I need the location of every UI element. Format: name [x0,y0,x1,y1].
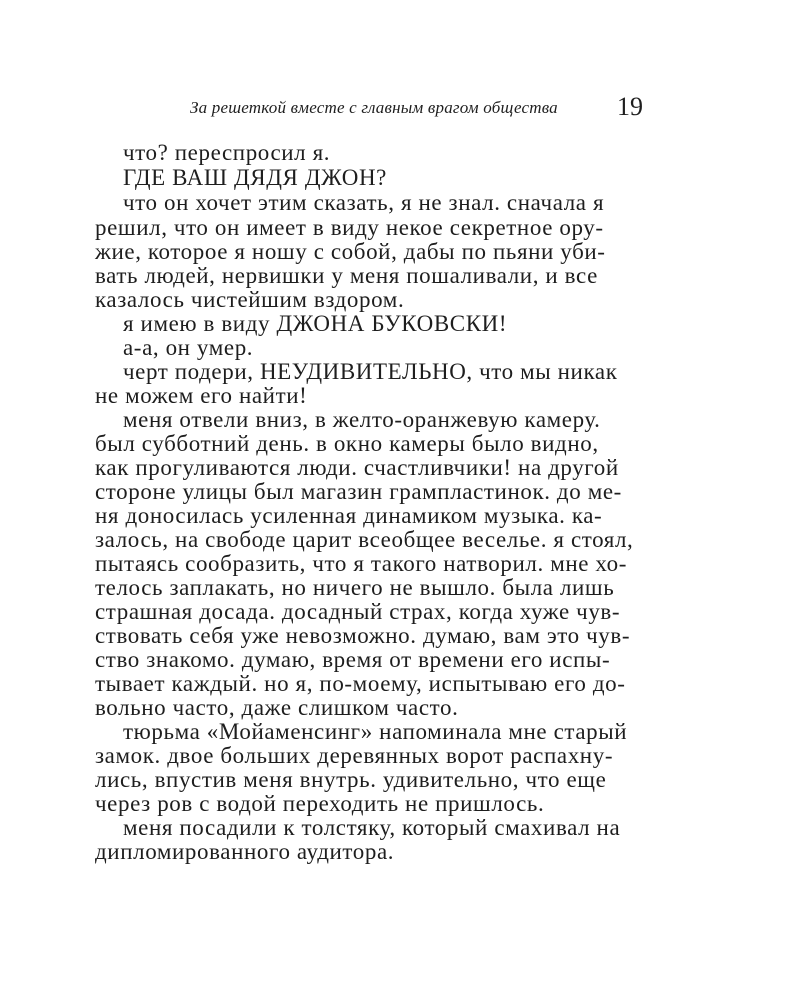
text-line: как прогуливаются люди. счастливчики! на другой [95,455,619,480]
text-line: что? переспросил я. [123,140,331,165]
text-line: ствовать себя уже невозможно. думаю, вам это чув- [95,623,631,648]
text-line: черт подери, НЕУДИВИТЕЛЬНО, что мы никак [123,359,618,384]
text-line: казалось чистейшим вздором. [95,287,405,312]
text-line: был субботний день. в окно камеры было видно, [95,431,599,456]
text-line: я имею в виду ДЖОНА БУКОВСКИ! [123,311,508,336]
text-line: ГДЕ ВАШ ДЯДЯ ДЖОН? [123,165,387,190]
text-line: меня отвели вниз, в желто-оранжевую камеру. [123,407,601,432]
text-line: тюрьма «Мойаменсинг» напоминала мне старый [123,719,628,744]
text-line: вольно часто, даже слишком часто. [95,695,459,720]
text-line: залось, на свободе царит всеобщее веселье. я стоял, [95,527,634,552]
text-line: жие, которое я ношу с собой, дабы по пьяни уби- [95,239,606,264]
text-line: решил, что он имеет в виду некое секретное ору- [95,215,604,240]
text-line: лись, впустив меня внутрь. удивительно, что еще [95,767,607,792]
page-number: 19 [617,92,643,121]
text-line: замок. двое больших деревянных ворот распахну- [95,743,614,768]
text-line: ня доносилась усиленная динамиком музыка. ка- [95,503,603,528]
text-line: телось заплакать, но ничего не вышло. была лишь [95,575,615,600]
text-line: а-а, он умер. [123,335,254,360]
text-line: что он хочет этим сказать, я не знал. сначала я [123,190,605,215]
text-line: меня посадили к толстяку, который смахивал на [123,815,621,840]
running-header [190,92,650,124]
text-line: тывает каждый. но я, по-моему, испытываю его до- [95,671,626,696]
text-line: вать людей, нервишки у меня пошаливали, и все [95,263,598,288]
text-line: не можем его найти! [95,383,308,408]
text-line: страшная досада. досадный страх, когда хуже чув- [95,599,621,624]
text-line: ство знакомо. думаю, время от времени его испы- [95,647,611,672]
text-line: через ров с водой переходить не пришлось. [95,791,545,816]
text-line: стороне улицы был магазин грампластинок. до ме- [95,479,622,504]
chapter-title: За решеткой вместе с главным врагом общества [190,98,558,117]
text-line: дипломированного аудитора. [95,839,395,864]
text-line: пытаясь сообразить, что я такого натворил. мне хо- [95,551,628,576]
